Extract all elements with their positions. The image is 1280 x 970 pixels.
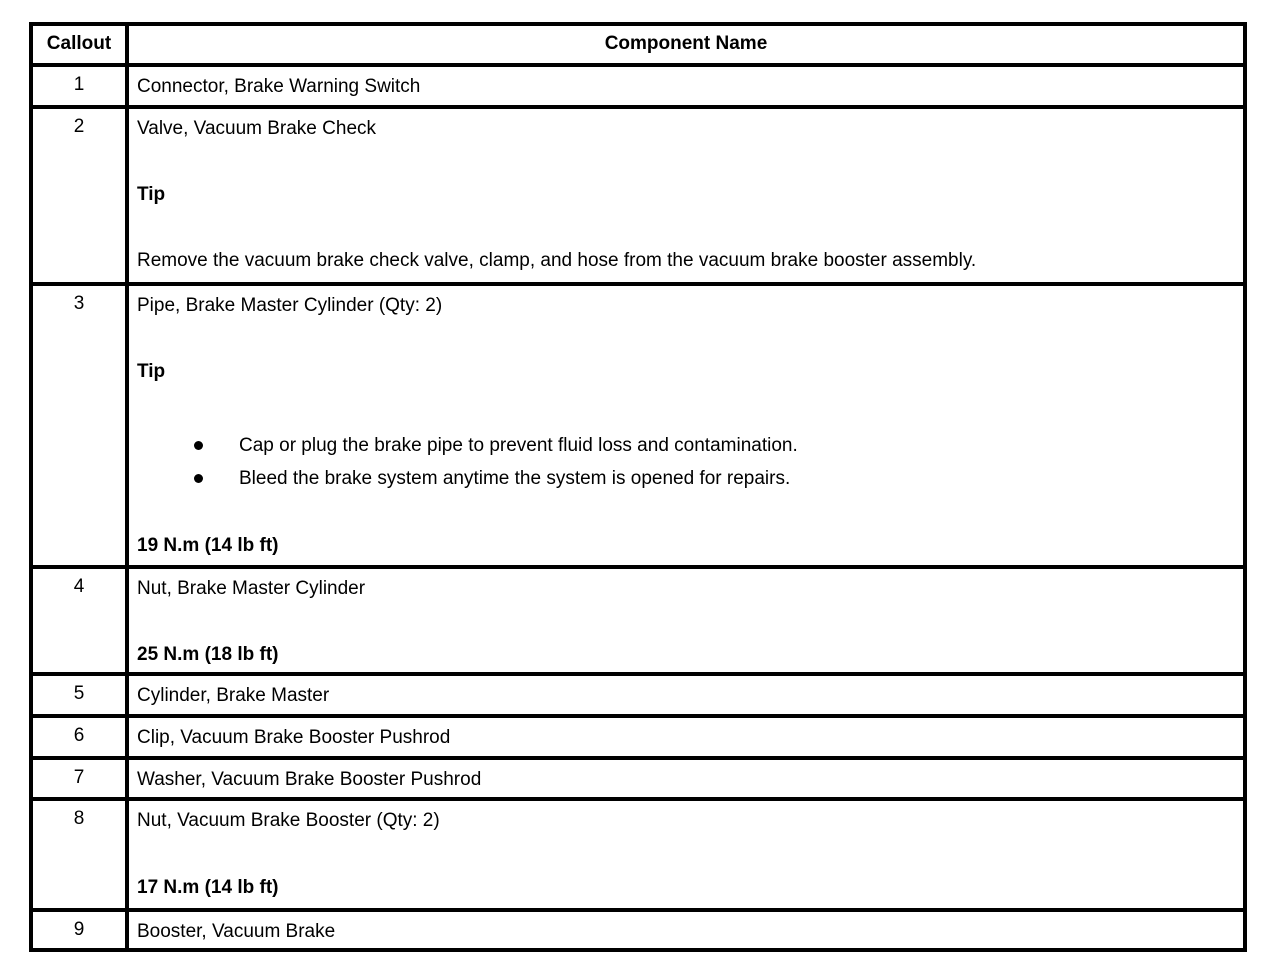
tip-text: Remove the vacuum brake check valve, clamp, and hose from the vacuum brake booster assembly. — [137, 250, 977, 271]
callout-number: 2 — [31, 107, 127, 284]
bullet-icon — [194, 474, 203, 483]
bullet-text: Bleed the brake system anytime the system is opened for repairs. — [239, 468, 791, 489]
table-row — [31, 716, 1245, 758]
callout-number: 7 — [31, 758, 127, 799]
callout-number: 9 — [31, 910, 127, 950]
component-name: Clip, Vacuum Brake Booster Pushrod — [137, 727, 451, 748]
bullet-text: Cap or plug the brake pipe to prevent fluid loss and contamination. — [239, 435, 798, 456]
component-name-column-header: Component Name — [127, 24, 1245, 65]
component-cell — [127, 716, 1245, 758]
callout-component-table — [29, 22, 1247, 952]
component-cell — [127, 674, 1245, 716]
callout-number: 6 — [31, 716, 127, 758]
table-row — [31, 284, 1245, 567]
callout-number: 8 — [31, 799, 127, 910]
table-row — [31, 674, 1245, 716]
callout-number: 1 — [31, 65, 127, 107]
component-name: Connector, Brake Warning Switch — [137, 76, 421, 97]
component-name: Nut, Brake Master Cylinder — [137, 578, 366, 599]
component-cell — [127, 107, 1245, 284]
component-name: Booster, Vacuum Brake — [137, 921, 336, 942]
component-cell — [127, 284, 1245, 567]
component-cell — [127, 910, 1245, 950]
torque-spec: 25 N.m (18 lb ft) — [137, 644, 279, 665]
component-cell — [127, 65, 1245, 107]
tip-label: Tip — [137, 184, 166, 205]
table-row — [31, 758, 1245, 799]
component-name: Nut, Vacuum Brake Booster (Qty: 2) — [137, 810, 440, 831]
tip-label: Tip — [137, 361, 166, 382]
bullet-item — [137, 462, 1235, 495]
component-name: Washer, Vacuum Brake Booster Pushrod — [137, 769, 482, 790]
callout-number: 3 — [31, 284, 127, 567]
bullet-item — [137, 429, 1235, 462]
bullet-icon — [194, 441, 203, 450]
component-name: Valve, Vacuum Brake Check — [137, 118, 377, 139]
component-cell — [127, 758, 1245, 799]
component-cell — [127, 567, 1245, 674]
table-row — [31, 567, 1245, 674]
torque-spec: 17 N.m (14 lb ft) — [137, 877, 279, 898]
table-row — [31, 65, 1245, 107]
component-name: Pipe, Brake Master Cylinder (Qty: 2) — [137, 295, 443, 316]
component-cell — [127, 799, 1245, 910]
table-row — [31, 799, 1245, 910]
table-row — [31, 910, 1245, 950]
table-header-row — [31, 24, 1245, 65]
component-name: Cylinder, Brake Master — [137, 685, 330, 706]
callout-number: 5 — [31, 674, 127, 716]
tip-bullet-list — [137, 429, 1235, 495]
callout-number: 4 — [31, 567, 127, 674]
callout-column-header: Callout — [31, 24, 127, 65]
table-row — [31, 107, 1245, 284]
torque-spec: 19 N.m (14 lb ft) — [137, 535, 279, 556]
